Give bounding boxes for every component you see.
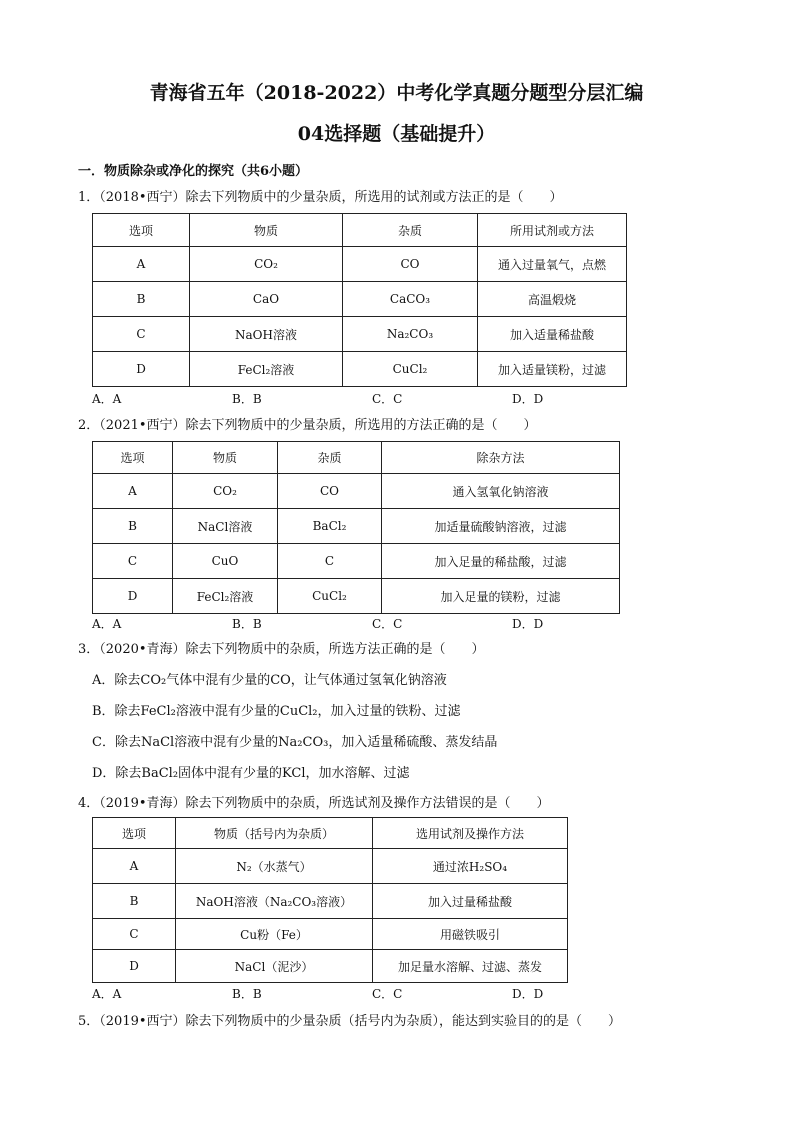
- question-2-choices: [92, 615, 652, 632]
- table-row: [93, 544, 620, 579]
- question-3-option-c[interactable]: C．除去NaCl溶液中混有少量的Na₂CO₃，加入适量稀硫酸、蒸发结晶: [92, 735, 498, 750]
- header-cell: 选项: [93, 818, 176, 849]
- table-cell: Na₂CO₃: [343, 317, 478, 352]
- table-cell: N₂（水蒸气）: [176, 849, 373, 884]
- table-cell: 加入足量的镁粉，过滤: [382, 579, 620, 614]
- table-row: [93, 317, 627, 352]
- choice-a[interactable]: A．A: [92, 617, 122, 631]
- page-subtitle: 04选择题（基础提升）: [297, 123, 496, 145]
- table-cell: A: [93, 247, 190, 282]
- table-cell: 高温煅烧: [478, 282, 627, 317]
- table-cell: CaCO₃: [343, 282, 478, 317]
- table-row: [93, 950, 568, 983]
- header-cell: 选用试剂及操作方法: [373, 818, 568, 849]
- header-cell: 选项: [93, 442, 173, 474]
- table-cell: 通入过量氧气，点燃: [478, 247, 627, 282]
- table-cell: 加入适量稀盐酸: [478, 317, 627, 352]
- page-title: 青海省五年（2018-2022）中考化学真题分题型分层汇编: [149, 82, 644, 104]
- header-cell: 物质: [173, 442, 278, 474]
- table-cell: Cu粉（Fe）: [176, 919, 373, 950]
- table-cell: 加足量水溶解、过滤、蒸发: [373, 950, 568, 983]
- table-cell: CO: [343, 247, 478, 282]
- table-row: [93, 919, 568, 950]
- table-cell: NaOH溶液（Na₂CO₃溶液）: [176, 884, 373, 919]
- question-2-stem: 2．（2021•西宁）除去下列物质中的少量杂质，所选用的方法正确的是（ ）: [78, 418, 537, 433]
- table-row: [93, 247, 627, 282]
- table-row: [93, 849, 568, 884]
- table-cell: FeCl₂溶液: [173, 579, 278, 614]
- choice-a[interactable]: A．A: [92, 987, 122, 1001]
- header-cell: 选项: [93, 214, 190, 247]
- table-cell: NaOH溶液: [190, 317, 343, 352]
- question-4-choices: [92, 985, 652, 1002]
- table-cell: B: [93, 509, 173, 544]
- table-cell: A: [93, 849, 176, 884]
- choice-d[interactable]: D．D: [512, 392, 544, 406]
- table-cell: CO₂: [190, 247, 343, 282]
- choice-b[interactable]: B．B: [232, 617, 262, 631]
- table-header-row: [93, 442, 620, 474]
- table-header-row: [93, 214, 627, 247]
- question-4-stem: 4．（2019•青海）除去下列物质中的杂质，所选试剂及操作方法错误的是（ ）: [78, 796, 550, 811]
- question-2-table: [92, 441, 620, 614]
- choice-d[interactable]: D．D: [512, 617, 544, 631]
- question-3-option-a[interactable]: A．除去CO₂气体中混有少量的CO，让气体通过氢氧化钠溶液: [92, 673, 447, 688]
- table-row: [93, 282, 627, 317]
- table-cell: 加适量硫酸钠溶液，过滤: [382, 509, 620, 544]
- table-cell: C: [93, 919, 176, 950]
- table-cell: 加入适量镁粉，过滤: [478, 352, 627, 387]
- choice-b[interactable]: B．B: [232, 987, 262, 1001]
- table-cell: 加入足量的稀盐酸，过滤: [382, 544, 620, 579]
- choice-c[interactable]: C．C: [372, 617, 403, 631]
- table-cell: D: [93, 950, 176, 983]
- table-cell: 用磁铁吸引: [373, 919, 568, 950]
- table-cell: CuO: [173, 544, 278, 579]
- choice-d[interactable]: D．D: [512, 987, 544, 1001]
- table-cell: A: [93, 474, 173, 509]
- table-row: [93, 474, 620, 509]
- table-cell: D: [93, 579, 173, 614]
- section-heading: 一．物质除杂或净化的探究（共6小题）: [78, 164, 309, 179]
- table-cell: CuCl₂: [278, 579, 382, 614]
- table-row: [93, 509, 620, 544]
- header-cell: 所用试剂或方法: [478, 214, 627, 247]
- table-cell: 加入过量稀盐酸: [373, 884, 568, 919]
- table-cell: NaCl溶液: [173, 509, 278, 544]
- table-row: [93, 352, 627, 387]
- choice-a[interactable]: A．A: [92, 392, 122, 406]
- table-cell: NaCl（泥沙）: [176, 950, 373, 983]
- table-cell: BaCl₂: [278, 509, 382, 544]
- table-cell: B: [93, 282, 190, 317]
- table-row: [93, 884, 568, 919]
- table-cell: CuCl₂: [343, 352, 478, 387]
- question-3-option-b[interactable]: B．除去FeCl₂溶液中混有少量的CuCl₂，加入过量的铁粉、过滤: [92, 704, 461, 719]
- question-1-stem: 1．（2018•西宁）除去下列物质中的少量杂质，所选用的试剂或方法正的是（ ）: [78, 190, 563, 205]
- table-cell: CO₂: [173, 474, 278, 509]
- choice-c[interactable]: C．C: [372, 987, 403, 1001]
- question-1-choices: [92, 390, 652, 407]
- table-cell: CO: [278, 474, 382, 509]
- question-1-table: [92, 213, 627, 387]
- table-cell: C: [93, 317, 190, 352]
- table-cell: C: [278, 544, 382, 579]
- table-cell: C: [93, 544, 173, 579]
- header-cell: 物质: [190, 214, 343, 247]
- table-cell: 通过浓H₂SO₄: [373, 849, 568, 884]
- table-cell: FeCl₂溶液: [190, 352, 343, 387]
- question-4-table: [92, 817, 568, 983]
- header-cell: 杂质: [278, 442, 382, 474]
- question-3-option-d[interactable]: D．除去BaCl₂固体中混有少量的KCl，加水溶解、过滤: [92, 766, 410, 781]
- header-cell: 物质（括号内为杂质）: [176, 818, 373, 849]
- table-cell: D: [93, 352, 190, 387]
- table-row: [93, 579, 620, 614]
- table-cell: 通入氢氧化钠溶液: [382, 474, 620, 509]
- header-cell: 杂质: [343, 214, 478, 247]
- table-cell: CaO: [190, 282, 343, 317]
- table-header-row: [93, 818, 568, 849]
- table-cell: B: [93, 884, 176, 919]
- question-5-stem: 5．（2019•西宁）除去下列物质中的少量杂质（括号内为杂质），能达到实验目的的是（ ）: [78, 1014, 622, 1029]
- header-cell: 除杂方法: [382, 442, 620, 474]
- choice-c[interactable]: C．C: [372, 392, 403, 406]
- choice-b[interactable]: B．B: [232, 392, 262, 406]
- question-3-stem: 3．（2020•青海）除去下列物质中的杂质，所选方法正确的是（ ）: [78, 642, 485, 657]
